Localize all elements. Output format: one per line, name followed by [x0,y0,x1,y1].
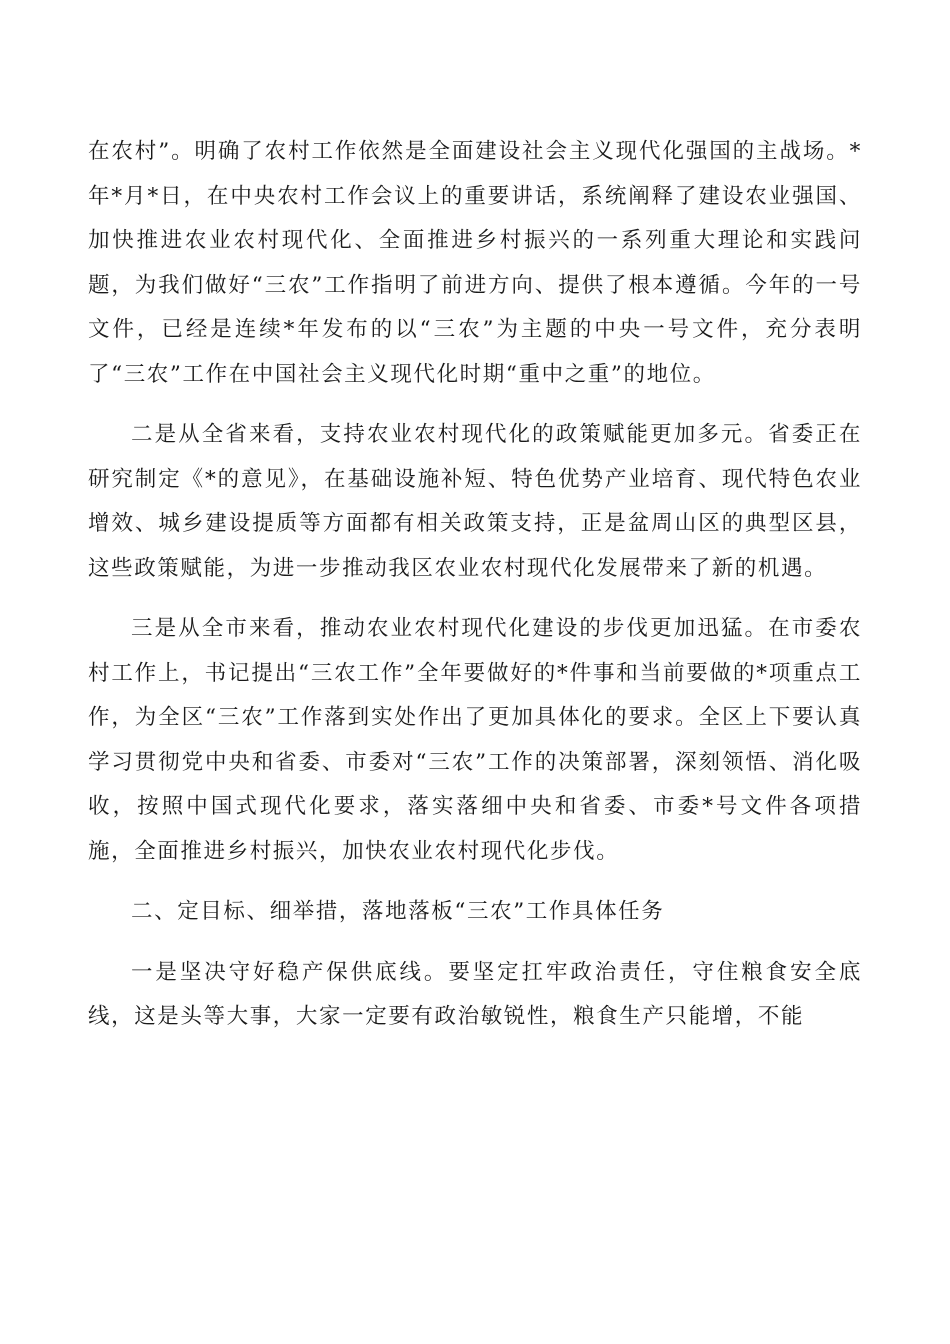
paragraph-province: 二是从全省来看，支持农业农村现代化的政策赋能更加多元。省委正在研究制定《*的意见》，在基础设施补短、特色优势产业培育、现代特色农业增效、城乡建设提质等方面都有相关政策支持，正是盆周山区的典型区县，这些政策赋能，为进一步推动我区农业农村现代化发展带来了新的机遇。 [88,422,862,581]
paragraph-task-one: 一是坚决守好稳产保供底线。要坚定扛牢政治责任，守住粮食安全底线，这是头等大事，大家一定要有政治敏锐性，粮食生产只能增，不能 [88,959,862,1029]
paragraph-city: 三是从全市来看，推动农业农村现代化建设的步伐更加迅猛。在市委农村工作上，书记提出“三农工作”全年要做好的*件事和当前要做的*项重点工作，为全区“三农”工作落到实处作出了更加具体化的要求。全区上下要认真学习贯彻党中央和省委、市委对“三农”工作的决策部署，深刻领悟、消化吸收，按照中国式现代化要求，落实落细中央和省委、市委*号文件各项措施，全面推进乡村振兴，加快农业农村现代化步伐。 [88,616,862,864]
document-body [88,130,862,1056]
section-heading: 二、定目标、细举措，落地落板“三农”工作具体任务 [131,899,665,924]
paragraph-continuation: 在农村”。明确了农村工作依然是全面建设社会主义现代化强国的主战场。*年*月*日，在中央农村工作会议上的重要讲话，系统阐释了建设农业强国、加快推进农业农村现代化、全面推进乡村振兴的一系列重大理论和实践问题，为我们做好“三农”工作指明了前进方向、提供了根本遵循。今年的一号文件，已经是连续*年发布的以“三农”为主题的中央一号文件，充分表明了“三农”工作在中国社会主义现代化时期“重中之重”的地位。 [88,139,862,387]
